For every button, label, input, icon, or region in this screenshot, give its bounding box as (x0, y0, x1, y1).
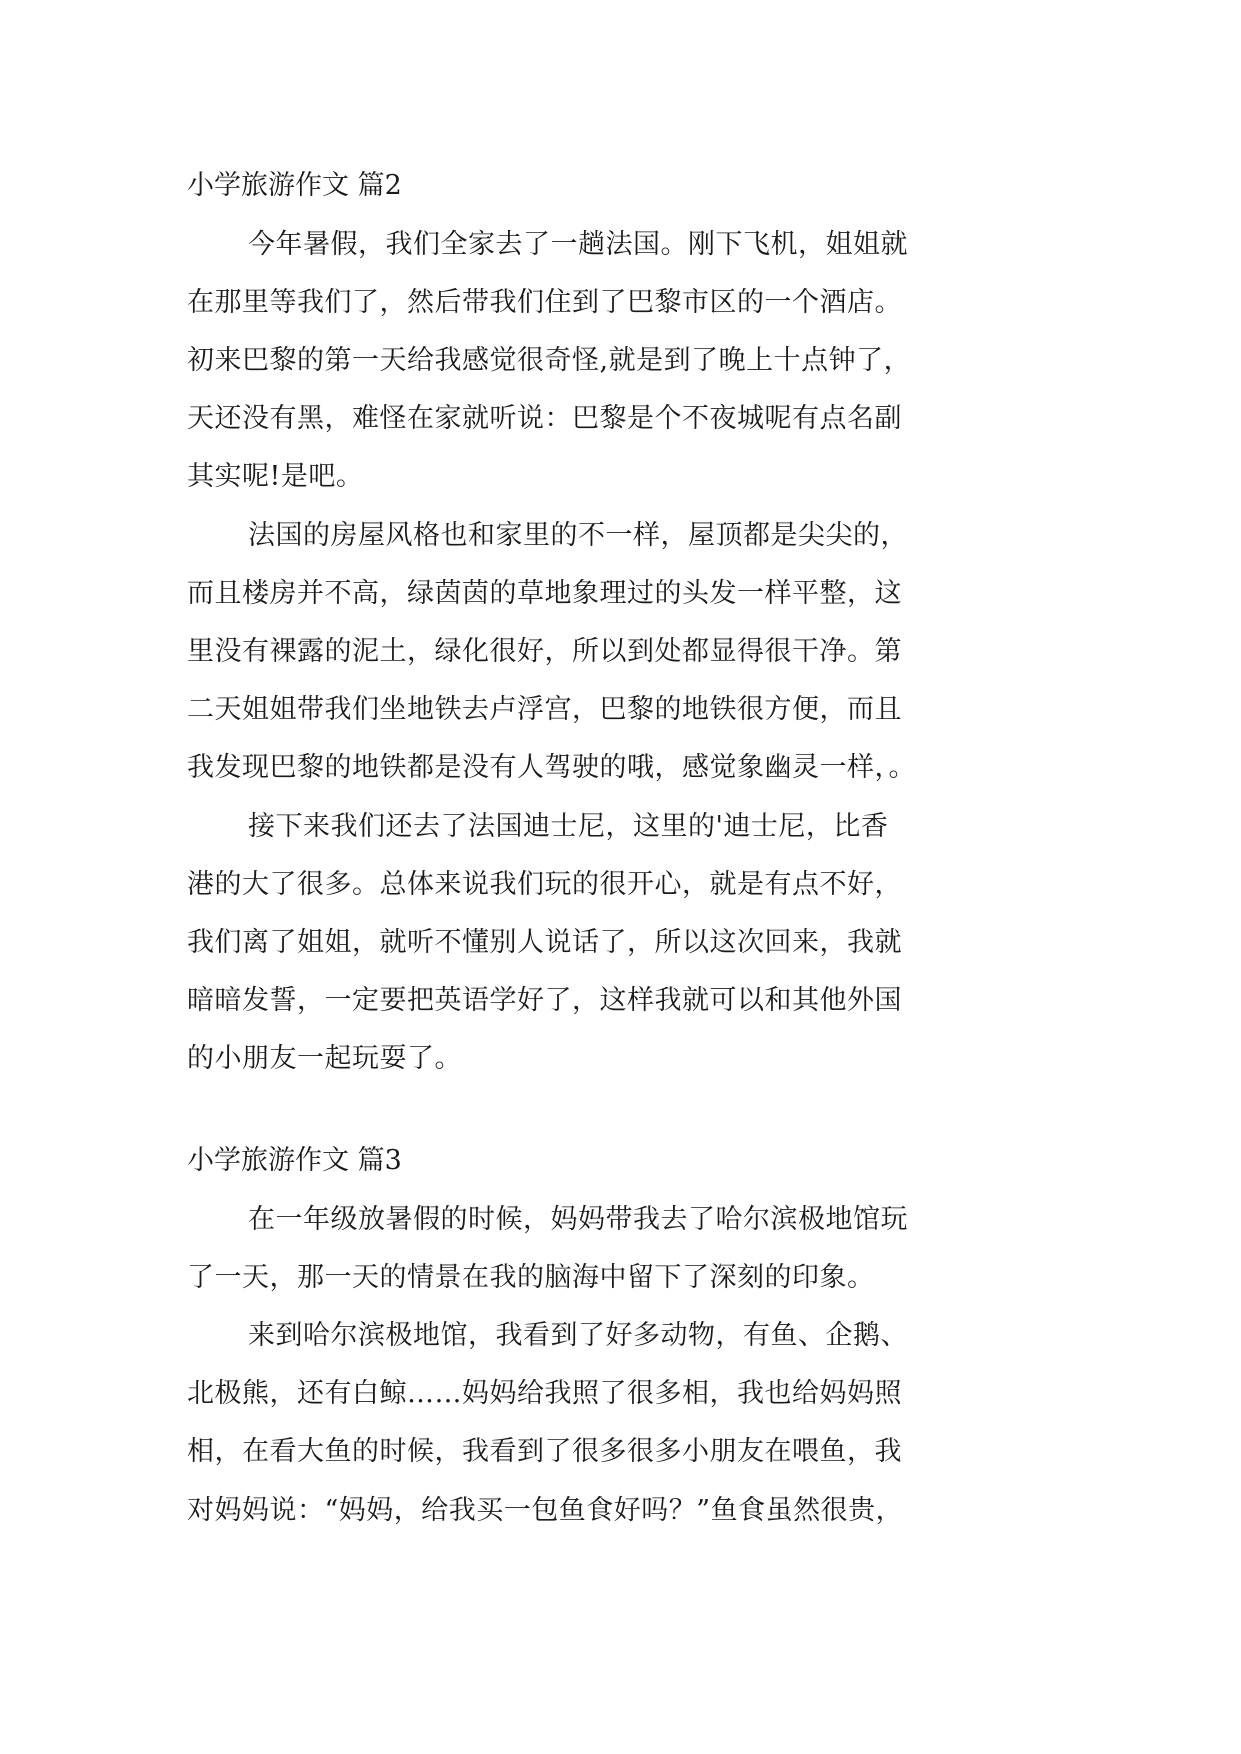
section-3-title: 小学旅游作文 篇3 (187, 1145, 402, 1176)
section-3-line-4: 北极熊，还有白鲸……妈妈给我照了很多相，我也给妈妈照 (187, 1378, 902, 1409)
section-2-line-13: 我们离了姐姐，就听不懂别人说话了，所以这次回来，我就 (187, 927, 902, 958)
section-2-line-4: 天还没有黑，难怪在家就听说：巴黎是个不夜城呢有点名副 (187, 403, 902, 434)
section-2-line-5: 其实呢!是吧。 (187, 461, 364, 492)
section-2-title: 小学旅游作文 篇2 (187, 170, 402, 201)
section-3-line-2: 了一天，那一天的情景在我的脑海中留下了深刻的印象。 (187, 1262, 875, 1293)
section-2-line-2: 在那里等我们了，然后带我们住到了巴黎市区的一个酒店。 (187, 287, 902, 318)
section-2-line-9: 二天姐姐带我们坐地铁去卢浮宫，巴黎的地铁很方便，而且 (187, 694, 902, 725)
section-2-line-7: 而且楼房并不高，绿茵茵的草地象理过的头发一样平整，这 (187, 578, 902, 609)
section-2-line-8: 里没有裸露的泥土，绿化很好，所以到处都显得很干净。第 (187, 636, 902, 667)
section-2-line-14: 暗暗发誓，一定要把英语学好了，这样我就可以和其他外国 (187, 985, 902, 1016)
section-3-line-3: 来到哈尔滨极地馆，我看到了好多动物，有鱼、企鹅、 (248, 1320, 908, 1351)
section-2-line-3: 初来巴黎的第一天给我感觉很奇怪,就是到了晚上十点钟了， (187, 345, 912, 376)
section-2-line-11: 接下来我们还去了法国迪士尼，这里的'迪士尼，比香 (248, 811, 889, 842)
section-3-line-6: 对妈妈说：“妈妈，给我买一包鱼食好吗？”鱼食虽然很贵， (187, 1495, 904, 1526)
section-2-line-12: 港的大了很多。总体来说我们玩的很开心，就是有点不好， (187, 869, 902, 900)
section-2-line-1: 今年暑假，我们全家去了一趟法国。刚下飞机，姐姐就 (248, 229, 908, 260)
section-2-line-10: 我发现巴黎的地铁都是没有人驾驶的哦，感觉象幽灵一样，。 (187, 752, 916, 783)
section-3-line-1: 在一年级放暑假的时候，妈妈带我去了哈尔滨极地馆玩 (248, 1204, 908, 1235)
section-3-line-5: 相，在看大鱼的时候，我看到了很多很多小朋友在喂鱼，我 (187, 1436, 902, 1467)
section-2-line-6: 法国的房屋风格也和家里的不一样，屋顶都是尖尖的， (248, 520, 908, 551)
section-2-line-15: 的小朋友一起玩耍了。 (187, 1043, 462, 1074)
